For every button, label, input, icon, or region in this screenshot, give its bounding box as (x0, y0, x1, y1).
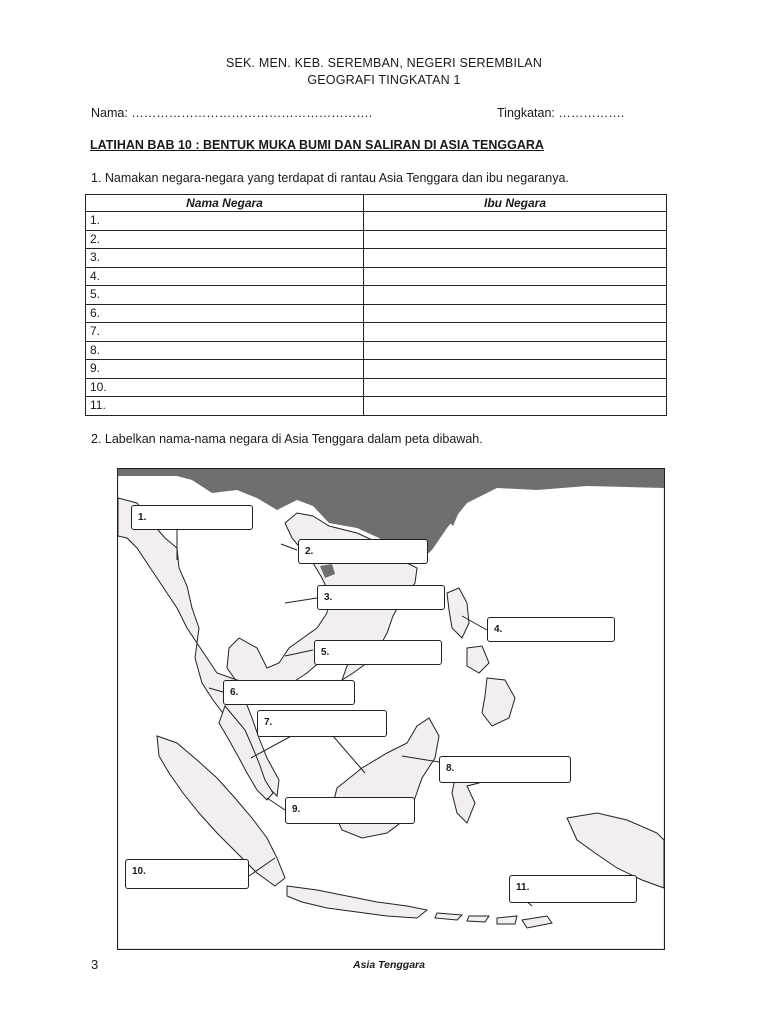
exercise-title: LATIHAN BAB 10 : BENTUK MUKA BUMI DAN SALIRAN DI ASIA TENGGARA (90, 138, 544, 152)
table-row (86, 267, 667, 286)
table-row (86, 304, 667, 323)
map-label-5: 5. (314, 640, 442, 665)
table-row (86, 397, 667, 416)
map-label-6: 6. (223, 680, 355, 705)
row-number-cell: 10. (86, 378, 364, 397)
capital-cell[interactable] (364, 378, 667, 397)
row-number-cell: 4. (86, 267, 364, 286)
map-label-4: 4. (487, 617, 615, 642)
country-capital-table (85, 194, 667, 416)
column-header-country: Nama Negara (86, 195, 364, 212)
map-label-1: 1. (131, 505, 253, 530)
map-label-9: 9. (285, 797, 415, 824)
map-caption: Asia Tenggara (353, 959, 425, 971)
question-1: 1. Namakan negara-negara yang terdapat di rantau Asia Tenggara dan ibu negaranya. (91, 171, 569, 185)
row-number-cell: 11. (86, 397, 364, 416)
capital-cell[interactable] (364, 323, 667, 342)
map-label-3: 3. (317, 585, 445, 610)
map-label-10: 10. (125, 859, 249, 889)
row-number-cell: 5. (86, 286, 364, 305)
column-header-capital: Ibu Negara (364, 195, 667, 212)
capital-cell[interactable] (364, 286, 667, 305)
capital-cell[interactable] (364, 360, 667, 379)
table-row (86, 341, 667, 360)
map-label-11: 11. (509, 875, 637, 903)
table-row (86, 323, 667, 342)
form-field: Tingkatan: ……………. (497, 106, 625, 120)
capital-cell[interactable] (364, 341, 667, 360)
question-2: 2. Labelkan nama-nama negara di Asia Tenggara dalam peta dibawah. (91, 432, 483, 446)
row-number-cell: 6. (86, 304, 364, 323)
subject-title: GEOGRAFI TINGKATAN 1 (307, 73, 461, 87)
map-label-2: 2. (298, 539, 428, 564)
row-number-cell: 9. (86, 360, 364, 379)
map-label-7: 7. (257, 710, 387, 737)
school-name: SEK. MEN. KEB. SEREMBAN, NEGERI SEREMBILAN (225, 56, 543, 70)
row-number-cell: 1. (86, 212, 364, 231)
table-row (86, 230, 667, 249)
table-row (86, 249, 667, 268)
capital-cell[interactable] (364, 397, 667, 416)
table-row (86, 212, 667, 231)
page-number: 3 (91, 957, 99, 972)
row-number-cell: 7. (86, 323, 364, 342)
table-row (86, 378, 667, 397)
row-number-cell: 8. (86, 341, 364, 360)
name-field: Nama: …………………………………………………. (91, 106, 373, 120)
row-number-cell: 3. (86, 249, 364, 268)
southeast-asia-map (117, 468, 665, 950)
capital-cell[interactable] (364, 267, 667, 286)
capital-cell[interactable] (364, 230, 667, 249)
row-number-cell: 2. (86, 230, 364, 249)
capital-cell[interactable] (364, 212, 667, 231)
table-row (86, 360, 667, 379)
capital-cell[interactable] (364, 304, 667, 323)
table-row (86, 286, 667, 305)
capital-cell[interactable] (364, 249, 667, 268)
map-label-8: 8. (439, 756, 571, 783)
